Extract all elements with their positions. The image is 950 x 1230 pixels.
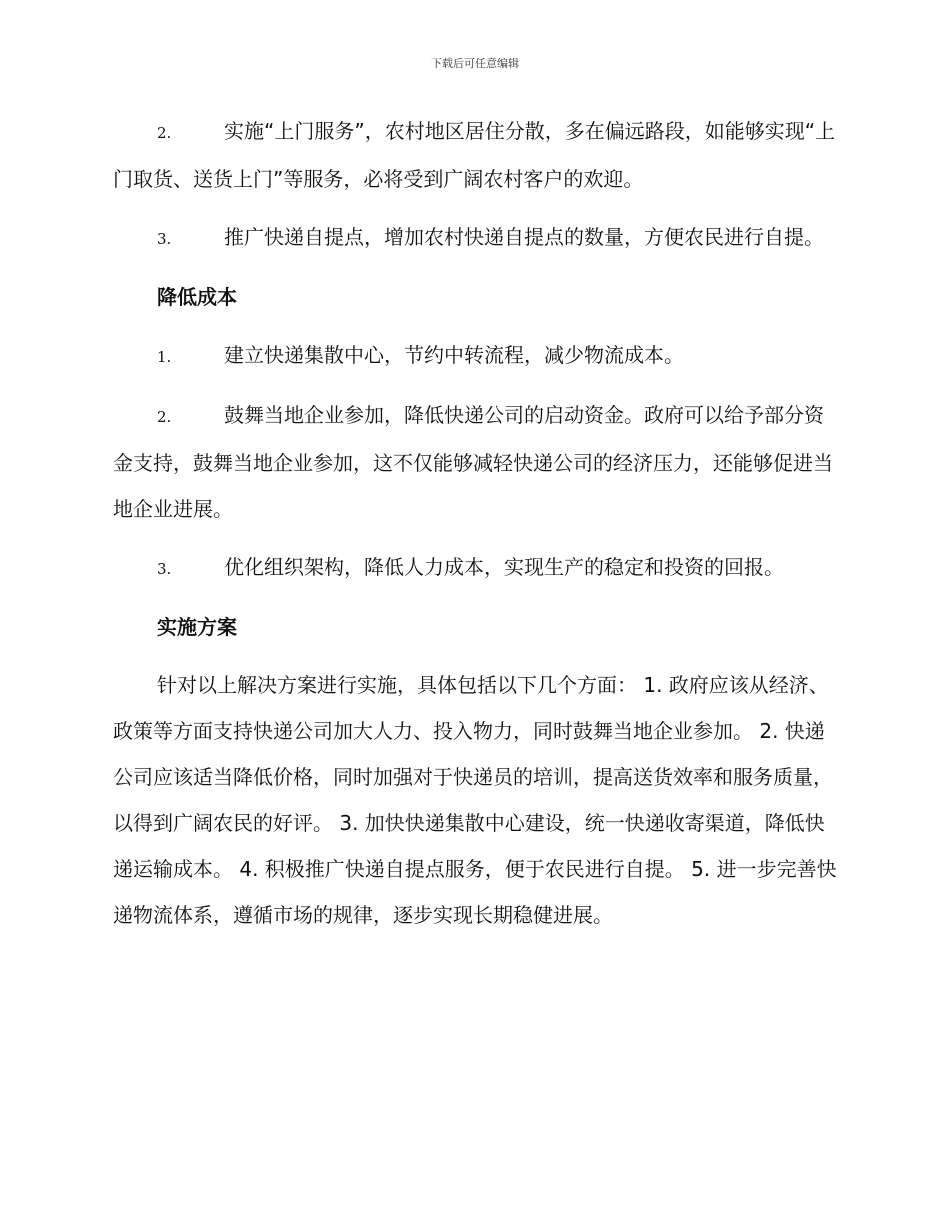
list-item-number: 1.: [157, 348, 172, 366]
list-item-text: 实施“上门服务”，农村地区居住分散，多在偏远路段，如能够实现“上门取货、送货上门”等服务，必将受到广阔农村客户的欢迎。: [113, 119, 836, 191]
list-item-number: 3.: [157, 230, 172, 248]
plan-paragraph: 针对以上解决方案进行实施，具体包括以下几个方面： 1. 政府应该从经济、政策等方面支持快递公司加大人力、投入物力，同时鼓舞当地企业参加。 2. 快递公司应该适当降低价格，同时加强对于快递员的培训，提高送货效率和服务质量，以得到广阔农民的好评。 3. 加快快递集散中心建设，统一快递收寄渠道，降低快递运输成本。 4. 积极推广快递自提点服务，便于农民进行自提。 5. 进一步完善快递物流体系，遵循市场的规律，逐步实现长期稳健进展。: [113, 673, 837, 927]
list-item: [113, 332, 838, 380]
list-item-text: 建立快递集散中心，节约中转流程，减少物流成本。: [224, 343, 684, 367]
section-heading-cost: 降低成本: [157, 285, 237, 309]
document-body: [113, 108, 838, 938]
list-item-number: 2.: [157, 408, 172, 426]
list-item-text: 推广快递自提点，增加农村快递自提点的数量，方便农民进行自提。: [224, 225, 824, 249]
list-item-number: 3.: [157, 560, 172, 578]
list-item: [113, 214, 838, 262]
list-item-text: 优化组织架构，降低人力成本，实现生产的稳定和投资的回报。: [224, 555, 784, 579]
section-heading-plan: 实施方案: [157, 615, 237, 639]
list-item: [113, 108, 838, 202]
list-item: [113, 544, 838, 592]
list-item: [113, 392, 838, 532]
page-header: 下载后可任意编辑: [431, 57, 519, 70]
list-item-text: 鼓舞当地企业参加，降低快递公司的启动资金。政府可以给予部分资金支持，鼓舞当地企业参加，这不仅能够减轻快递公司的经济压力，还能够促进当地企业进展。: [113, 403, 833, 521]
list-item-number: 2.: [157, 124, 172, 142]
